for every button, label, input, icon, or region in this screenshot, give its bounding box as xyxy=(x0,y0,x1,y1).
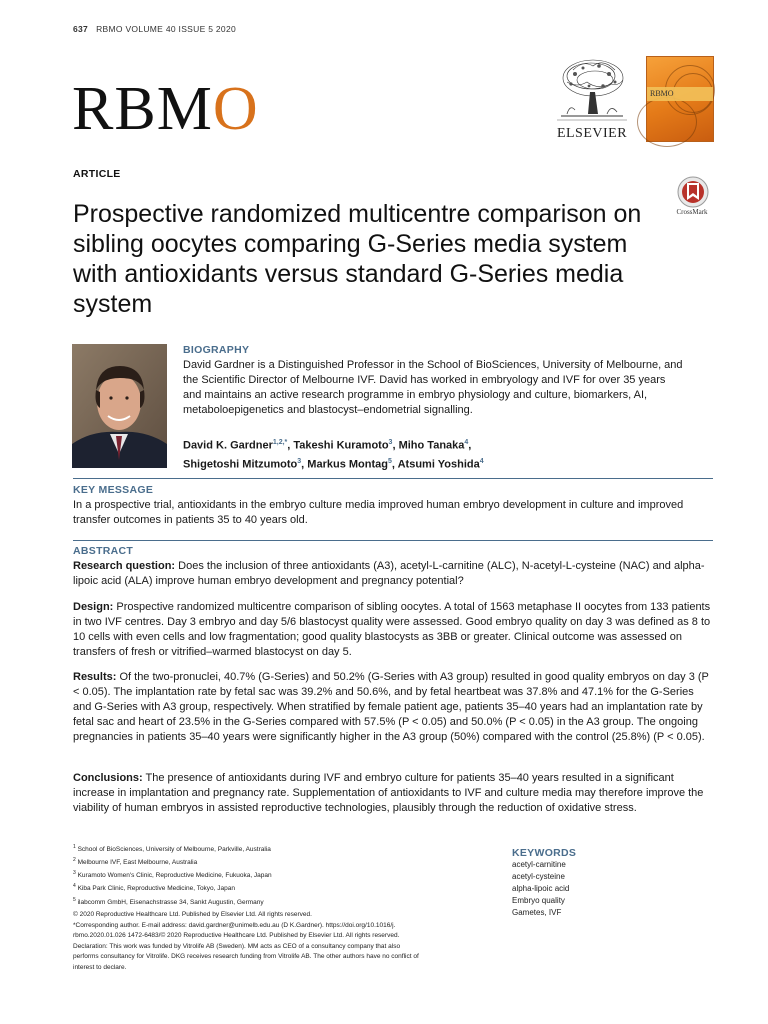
author-name: David K. Gardner xyxy=(183,439,273,452)
keywords-heading: KEYWORDS xyxy=(512,847,577,859)
page-number: 637 xyxy=(73,24,89,34)
article-title: Prospective randomized multicentre comparison on sibling oocytes comparing G-Series media system with antioxidants versus standard G-Series media system xyxy=(73,200,642,318)
running-head xyxy=(73,24,236,34)
author-name: Shigetoshi Mitzumoto xyxy=(183,458,298,471)
key-message-heading: KEY MESSAGE xyxy=(73,484,154,496)
keywords-list xyxy=(512,859,569,919)
author-affiliation-ref: 1,2,* xyxy=(272,439,288,446)
abstract-results: Results: Of the two-pronuclei, 40.7% (G-Series) and 50.2% (G-Series with A3 group) resulted in good quality embryos on day 3 (P < 0.05). The implantation rate by fetal sac was 39.2% and 50.6%, and by fetal heartbeat was 37.8% and 47.1% for the G-Series and G-Series with A3 group, respectively. When stratified by female patient age, patients 35–40 years had an implantation rate by fetal sac and heart of 23.5% in the G-Series compared with 57.5% (P < 0.05) and 50.0% (P < 0.05) in the A3 group. The ongoing pregnancies in patients 35–40 years were significantly higher in the A3 group (50%) compared with the control (25.8%) (P < 0.05). xyxy=(73,671,709,743)
affiliation-item: $^2$ Melbourne IVF, East Melbourne, Australia xyxy=(73,857,198,867)
biography-heading: BIOGRAPHY xyxy=(183,344,250,356)
affiliation-item: $^3$ Kuramoto Women's Clinic, Reproductive Medicine, Fukuoka, Japan xyxy=(73,870,272,880)
author-affiliation-ref: 5 xyxy=(387,457,392,465)
abstract-design: Design: Prospective randomized multicentre comparison of sibling oocytes. A total of 1563 metaphase II oocytes from 133 patients in two IVF centres. Day 3 embryo and day 5/6 blastocyst quality were assessed. Good embryo quality on day 3 was defined as 8 to 10 cells with even cells and low fragmentation; good quality blastocysts as 3BB or greater. Clinical outcome was assessed on transfers of fresh or vitrified–warmed blastocyst on day 5. xyxy=(73,601,711,658)
author-affiliation-ref: 4 xyxy=(479,457,484,465)
author-affiliation-ref: 3 xyxy=(388,439,393,446)
corresponding-author-note: *Corresponding author. E-mail address: david.gardner@unimelb.edu.au (D K.Gardner). https://doi.org/10.1016/j. xyxy=(73,921,396,929)
abstract-research-question: Research question: Does the inclusion of three antioxidants (A3), acetyl-L-carnitine (ALC), N-acetyl-L-cysteine (NAC) and alpha-lipoic acid (ALA) improve human embryo development and pregnancy potential? xyxy=(73,560,705,587)
journal-issue: RBMO VOLUME 40 ISSUE 5 2020 xyxy=(96,24,236,34)
author-affiliation-ref: 3 xyxy=(297,457,302,465)
elsevier-tree-icon xyxy=(553,56,631,124)
keyword-item: Embryo quality xyxy=(512,896,565,905)
declaration-note: Declaration: This work was funded by Vitrolife AB (Sweden). MM acts as CEO of a consultancy company that also xyxy=(73,942,401,950)
elsevier-wordmark: ELSEVIER xyxy=(556,126,628,141)
abstract-conclusions: Conclusions: The presence of antioxidants during IVF and embryo culture for patients 35–40 years resulted in a significant increase in implantation and pregnancy rate. Supplementation of antioxidants to IVF and culture media may therefore improve the viability of human embryos in assisted reproductive technologies, plausibly through the reduction of oxidative stress. xyxy=(73,772,704,814)
divider xyxy=(73,540,713,541)
divider xyxy=(73,478,713,479)
cover-label: RBMO xyxy=(650,89,674,98)
key-message-text: In a prospective trial, antioxidants in the embryo culture media improved human embryo development in culture and improved transfer outcomes in patients 35 to 40 years old. xyxy=(73,499,684,526)
keyword-item: Gametes, IVF xyxy=(512,908,562,917)
author-affiliation-ref: 4 xyxy=(464,439,469,446)
author-name: Atsumi Yoshida xyxy=(397,458,480,471)
keyword-item: acetyl-carnitine xyxy=(512,860,566,869)
author-portrait xyxy=(72,344,167,468)
author-name: Markus Montag xyxy=(307,458,388,471)
copyright-notice: © 2020 Reproductive Healthcare Ltd. Published by Elsevier Ltd. All rights reserved. *Corresponding author. E-mail address: david.gardner@unimelb.edu.au (D K.Gardner). https://doi.org/10.1016/j. rbmo.2020.01.026 1472-6483/© 2020 Reproductive Healthcare Ltd. Published by Elsevier Ltd. All rights reserved. Declaration: This work was funded by Vitrolife AB (Sweden). MM acts as CEO of a consultancy company that also performs consultancy for Vitrolife. DKG receives research funding from Vitrolife AB. The other authors have no conflict of interest to declare. xyxy=(73,910,473,973)
journal-cover-thumbnail xyxy=(646,56,714,142)
author-name: Miho Tanaka xyxy=(398,439,465,452)
keyword-item: acetyl-cysteine xyxy=(512,872,565,881)
biography-text: David Gardner is a Distinguished Professor in the School of BioSciences, University of Melbourne, and the Scientific Director of Melbourne IVF. David has worked in embryology and IVF for over 35 years and maintains an active research programme in embryo physiology and culture, biomarkers, AI, metaboloepigenetics and blastocyst–endometrial signalling. xyxy=(183,359,683,416)
abstract-heading: ABSTRACT xyxy=(73,545,134,557)
journal-logo: RBMO xyxy=(72,75,259,143)
author-list: David K. Gardner$^{1,2,*}$, Takeshi Kuramoto$^3$, Miho Tanaka$^4$, Shigetoshi Mitzumoto$^3$, Markus Montag$^5$, Atsumi Yoshida$^4$ xyxy=(183,439,484,471)
affiliation-item: $^4$ Kiba Park Clinic, Reproductive Medicine, Tokyo, Japan xyxy=(73,883,235,893)
affiliation-item: $^5$ ilabcomm GmbH, Eisenachstrasse 34, Sankt Augustin, Germany xyxy=(73,896,264,906)
affiliations xyxy=(73,842,493,908)
keyword-item: alpha-lipoic acid xyxy=(512,884,570,893)
affiliation-item: $^1$ School of BioSciences, University of Melbourne, Parkville, Australia xyxy=(73,844,271,854)
author-name: Takeshi Kuramoto xyxy=(293,439,389,452)
article-type-label: ARTICLE xyxy=(73,168,121,180)
crossmark-label: CrossMark xyxy=(676,208,708,216)
